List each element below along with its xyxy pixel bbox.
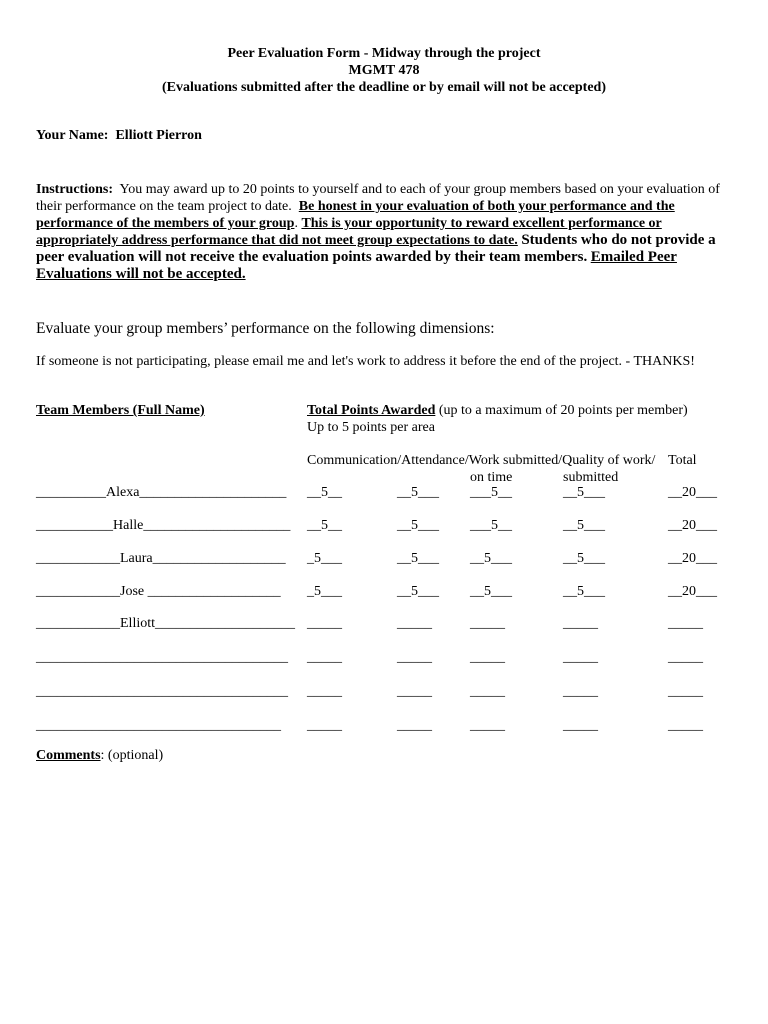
score-quality[interactable]: _____: [563, 650, 598, 665]
score-attendance[interactable]: _____: [397, 616, 432, 631]
col-communication: Communication/: [307, 453, 402, 468]
comments-label: Comments: [36, 748, 101, 763]
col-quality: Quality of work/: [562, 453, 656, 468]
score-attendance[interactable]: _____: [397, 650, 432, 665]
score-quality[interactable]: _____: [563, 718, 598, 733]
score-work-submitted[interactable]: ___5__: [470, 518, 512, 533]
col-work: Work submitted/: [468, 453, 563, 468]
points-note: (up to a maximum of 20 points per member): [438, 403, 688, 418]
col-quality-line2: submitted: [563, 470, 619, 485]
comments-row: [36, 748, 163, 764]
score-quality[interactable]: __5___: [563, 584, 605, 599]
score-work-submitted[interactable]: _____: [470, 650, 505, 665]
score-total[interactable]: __20___: [668, 485, 717, 500]
score-work-submitted[interactable]: __5___: [470, 551, 512, 566]
score-communication[interactable]: _____: [307, 616, 342, 631]
instructions-emailed: Emailed Peer Evaluations will not be accepted.: [36, 249, 677, 282]
comments-note: : (optional): [100, 748, 164, 763]
score-work-submitted[interactable]: _____: [470, 718, 505, 733]
score-quality[interactable]: _____: [563, 684, 598, 699]
col-total: Total: [668, 453, 697, 468]
score-total[interactable]: __20___: [668, 518, 717, 533]
score-total[interactable]: _____: [668, 718, 703, 733]
course-code: MGMT 478: [348, 63, 420, 78]
form-title: Peer Evaluation Form - Midway through the project: [227, 46, 541, 61]
score-work-submitted[interactable]: _____: [470, 616, 505, 631]
participation-text: If someone is not participating, please email me and let's work to address it before the end of the project. - THANKS!: [36, 354, 695, 369]
instructions-label: Instructions:: [36, 182, 114, 197]
member-name[interactable]: ____________Elliott____________________: [36, 616, 295, 631]
score-total[interactable]: __20___: [668, 584, 717, 599]
score-communication[interactable]: _____: [307, 684, 342, 699]
points-header: Total Points Awarded: [307, 403, 436, 418]
instructions-warning: Students who do not provide a peer evaluation will not receive the evaluation points awarded by their team members.: [36, 232, 716, 265]
instructions-opportunity: This is your opportunity to reward excellent performance or appropriately address performance that did not meet group expectations to date.: [36, 216, 662, 248]
score-work-submitted[interactable]: ___5__: [470, 485, 512, 500]
score-communication[interactable]: _5___: [307, 551, 342, 566]
member-name[interactable]: __________Alexa_____________________: [36, 485, 287, 500]
instructions-sep: .: [294, 216, 298, 231]
score-attendance[interactable]: _____: [397, 684, 432, 699]
score-attendance[interactable]: __5___: [397, 551, 439, 566]
score-quality[interactable]: __5___: [563, 518, 605, 533]
per-area-note: Up to 5 points per area: [307, 420, 435, 435]
score-attendance[interactable]: __5___: [397, 518, 439, 533]
score-communication[interactable]: _5___: [307, 584, 342, 599]
member-name[interactable]: ____________Jose ___________________: [36, 584, 281, 599]
name-value[interactable]: Elliott Pierron: [115, 128, 202, 143]
member-name[interactable]: ___________________________________: [36, 718, 281, 733]
evaluate-text: Evaluate your group members’ performance on the following dimensions:: [36, 320, 495, 337]
score-total[interactable]: __20___: [668, 551, 717, 566]
instructions: [36, 181, 726, 283]
score-communication[interactable]: __5__: [307, 518, 342, 533]
instructions-text: You may award up to 20 points to yourself and to each of your group members based on your evaluation of their performance on the team project to date.: [36, 182, 720, 214]
col-work-line2: on time: [470, 470, 513, 485]
score-attendance[interactable]: __5___: [397, 584, 439, 599]
score-work-submitted[interactable]: _____: [470, 684, 505, 699]
score-attendance[interactable]: __5___: [397, 485, 439, 500]
score-quality[interactable]: __5___: [563, 551, 605, 566]
score-quality[interactable]: __5___: [563, 485, 605, 500]
instructions-honest: Be honest in your evaluation of both your performance and the performance of the members of your group: [36, 199, 675, 231]
members-header: Team Members (Full Name): [36, 403, 205, 418]
deadline-notice: (Evaluations submitted after the deadline or by email will not be accepted): [162, 80, 606, 95]
score-total[interactable]: _____: [668, 684, 703, 699]
member-name[interactable]: ___________Halle_____________________: [36, 518, 291, 533]
score-total[interactable]: _____: [668, 650, 703, 665]
member-name[interactable]: ____________________________________: [36, 650, 288, 665]
name-row: [36, 128, 202, 144]
member-name[interactable]: ____________Laura___________________: [36, 551, 286, 566]
score-attendance[interactable]: _____: [397, 718, 432, 733]
col-label-row: [307, 453, 655, 469]
score-communication[interactable]: __5__: [307, 485, 342, 500]
score-communication[interactable]: _____: [307, 718, 342, 733]
score-work-submitted[interactable]: __5___: [470, 584, 512, 599]
score-communication[interactable]: _____: [307, 650, 342, 665]
col-attendance: Attendance/: [401, 453, 469, 468]
score-quality[interactable]: _____: [563, 616, 598, 631]
member-name[interactable]: ____________________________________: [36, 684, 288, 699]
score-total[interactable]: _____: [668, 616, 703, 631]
points-header-row: [307, 403, 688, 419]
name-label: Your Name:: [36, 128, 109, 143]
